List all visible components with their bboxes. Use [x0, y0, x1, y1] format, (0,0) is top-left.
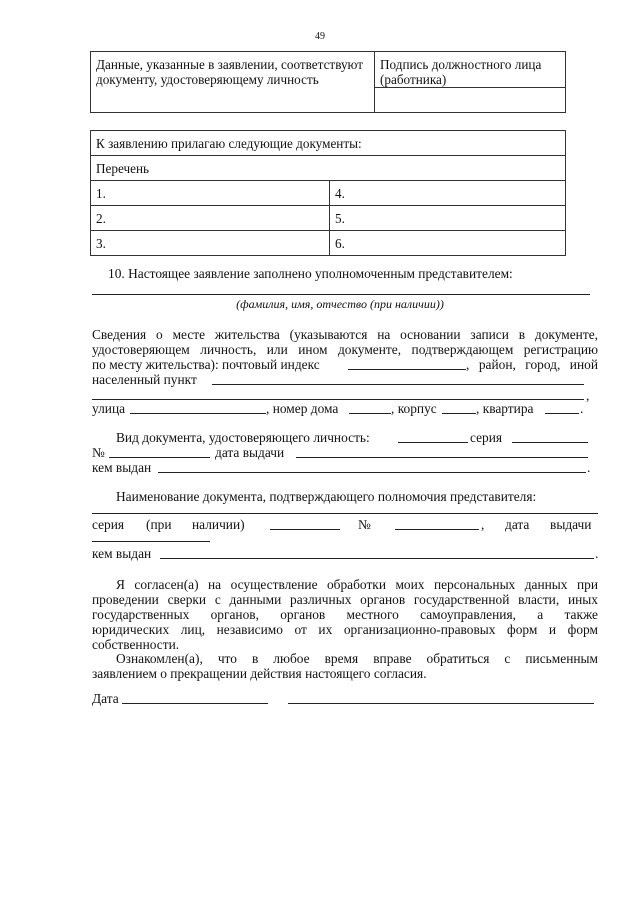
id-number-label: № — [92, 445, 105, 460]
acknowledge-line: заявлением о прекращении действия настоящего согласия. — [92, 666, 427, 681]
authority-doc-field[interactable] — [92, 513, 598, 514]
attachment-item[interactable]: 3. — [91, 231, 330, 256]
date-label: Дата — [92, 691, 119, 706]
consent-line: проведении сверки с данными различных органов государственной власти, иных — [92, 592, 598, 607]
series-word: серия — [92, 517, 125, 532]
street-field[interactable] — [130, 413, 266, 414]
house-label: , номер дома — [266, 401, 339, 416]
consent-line: юридических лиц, независимо от их организационно-правовых форм и форм — [92, 622, 598, 637]
comma: , — [481, 517, 485, 532]
district-label: , район, город, иной — [466, 357, 598, 372]
building-field[interactable] — [442, 413, 476, 414]
attachment-item[interactable]: 5. — [330, 206, 566, 231]
comma: , — [586, 388, 590, 403]
postal-code-label: по месту жительства): почтовый индекс — [92, 357, 320, 372]
representative-name-field[interactable] — [92, 294, 590, 295]
fio-note: (фамилия, имя, отчество (при наличии)) — [236, 297, 444, 311]
building-label: , корпус — [391, 401, 437, 416]
consent-line: собственности. — [92, 637, 180, 652]
date-word: дата — [505, 517, 530, 532]
dot: . — [587, 460, 591, 475]
apartment-field[interactable] — [545, 413, 579, 414]
authority-issued-by-field[interactable] — [160, 558, 594, 559]
id-series-field[interactable] — [512, 442, 588, 443]
id-doc-type-field[interactable] — [398, 442, 468, 443]
dot: . — [580, 401, 584, 416]
street-label: улица — [92, 401, 126, 416]
authority-number-field[interactable] — [395, 529, 479, 530]
residence-line-2: удостоверяющем личность, или ином документе, подтверждающем регистрацию — [92, 342, 598, 357]
section-10-heading: 10. Настоящее заявление заполнено уполномоченным представителем: — [108, 266, 513, 281]
id-issued-by-label: кем выдан — [92, 460, 152, 475]
series-word: наличии) — [192, 517, 245, 532]
id-issued-by-field[interactable] — [158, 472, 586, 473]
series-word: (при — [146, 517, 172, 532]
id-doc-label: Вид документа, удостоверяющего личность: — [116, 430, 370, 445]
signature-label: Подпись должностного лица (работника) — [375, 52, 566, 88]
attachment-item[interactable]: 2. — [91, 206, 330, 231]
id-series-label: серия — [470, 430, 503, 445]
id-number-field[interactable] — [109, 457, 210, 458]
attachments-header: К заявлению прилагаю следующие документы: — [91, 131, 566, 156]
locality-field[interactable] — [212, 384, 584, 385]
postal-code-field[interactable] — [348, 369, 466, 370]
id-date-field[interactable] — [296, 457, 588, 458]
signature-cell[interactable] — [375, 88, 566, 113]
authority-doc-label: Наименование документа, подтверждающего полномочия представителя: — [116, 489, 537, 504]
page-number: 49 — [315, 31, 325, 42]
applicant-signature-field[interactable] — [288, 703, 594, 704]
attachments-table — [90, 130, 566, 256]
date-field[interactable] — [122, 703, 268, 704]
attachment-item[interactable]: 4. — [330, 181, 566, 206]
attachments-list-label: Перечень — [91, 156, 566, 181]
date-word: выдачи — [550, 517, 592, 532]
id-date-label: дата выдачи — [215, 445, 285, 460]
house-field[interactable] — [349, 413, 391, 414]
consent-line: Я согласен(а) на осуществление обработки моих персональных данных при — [116, 577, 598, 592]
verification-text: Данные, указанные в заявлении, соответствуют документу, удостоверяющему личность — [91, 52, 375, 113]
consent-line: государственных органов, органов местного самоуправления, а также — [92, 607, 598, 622]
attachment-item[interactable]: 6. — [330, 231, 566, 256]
locality-field-2[interactable] — [92, 399, 584, 400]
authority-issued-by-label: кем выдан — [92, 546, 152, 561]
locality-label: населенный пункт — [92, 372, 197, 387]
verification-table — [90, 51, 566, 113]
residence-line-1: Сведения о месте жительства (указываются на основании записи в документе, — [92, 327, 598, 342]
dot: . — [595, 546, 599, 561]
authority-series-field[interactable] — [270, 529, 340, 530]
attachment-item[interactable]: 1. — [91, 181, 330, 206]
authority-date-field[interactable] — [92, 541, 210, 542]
apartment-label: , квартира — [476, 401, 534, 416]
authority-number-label: № — [358, 517, 371, 532]
acknowledge-line: Ознакомлен(а), что в любое время вправе обратиться с письменным — [116, 651, 598, 666]
